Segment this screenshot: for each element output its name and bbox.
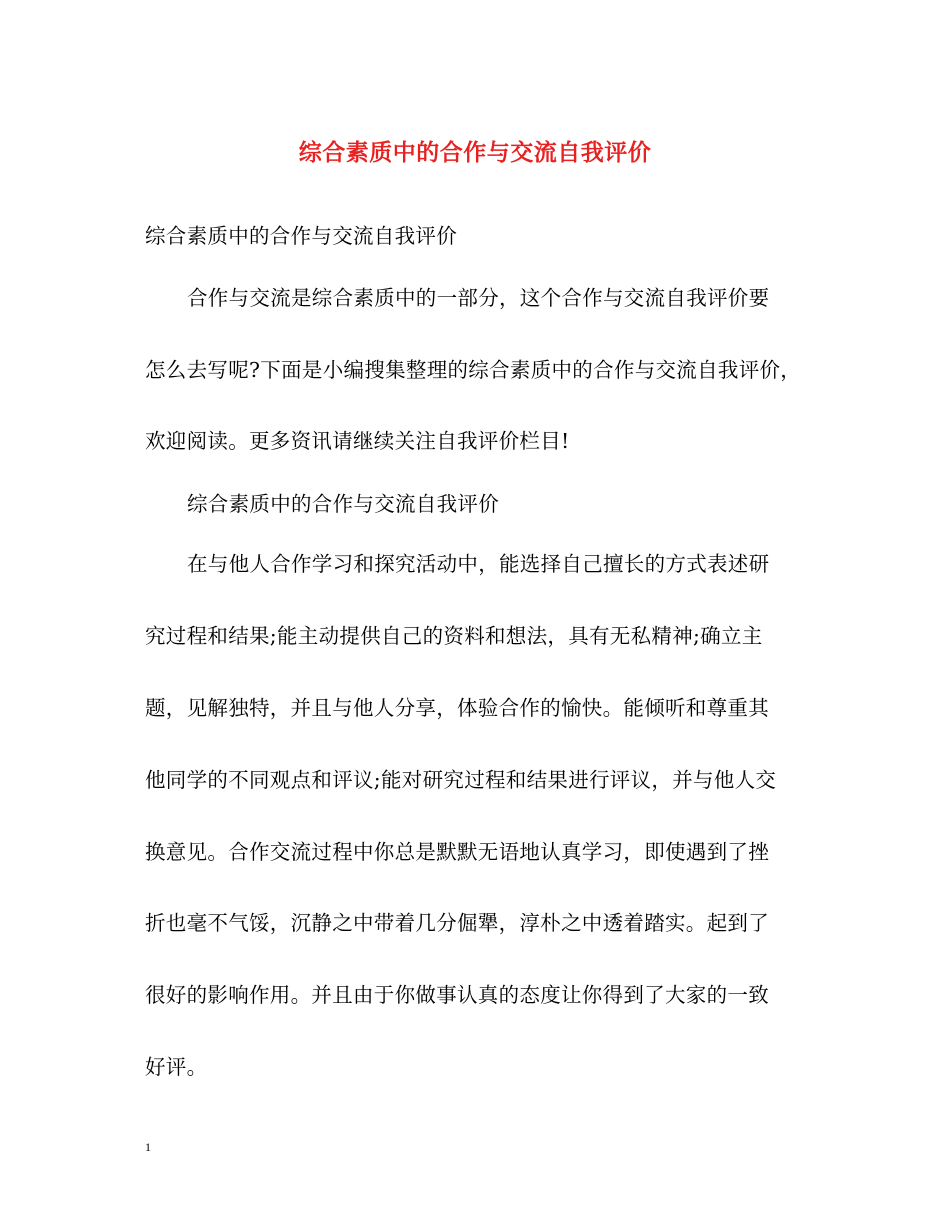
body-line-4: 他同学的不同观点和评议;能对研究过程和结果进行评议，并与他人交	[145, 768, 777, 792]
body-line-7: 很好的影响作用。并且由于你做事认真的态度让你得到了大家的一致	[145, 983, 769, 1007]
document-title: 综合素质中的合作与交流自我评价	[298, 139, 652, 166]
body-line-3: 题，见解独特，并且与他人分享，体验合作的愉快。能倾听和尊重其	[145, 696, 769, 720]
document-subtitle: 综合素质中的合作与交流自我评价	[145, 224, 457, 248]
body-line-1: 在与他人合作学习和探究活动中，能选择自己擅长的方式表述研	[187, 552, 770, 576]
body-line-8: 好评。	[145, 1055, 208, 1079]
intro-line-2: 怎么去写呢?下面是小编搜集整理的综合素质中的合作与交流自我评价，	[145, 358, 802, 382]
body-line-5: 换意见。合作交流过程中你总是默默无语地认真学习，即使遇到了挫	[145, 840, 769, 864]
intro-line-1: 合作与交流是综合素质中的一部分，这个合作与交流自我评价要	[187, 286, 770, 310]
page-number: 1	[145, 1140, 151, 1154]
body-line-2: 究过程和结果;能主动提供自己的资料和想法，具有无私精神;确立主	[145, 624, 763, 648]
body-line-6: 折也毫不气馁，沉静之中带着几分倔犟，淳朴之中透着踏实。起到了	[145, 911, 769, 935]
section-heading: 综合素质中的合作与交流自我评价	[187, 492, 499, 516]
intro-line-3: 欢迎阅读。更多资讯请继续关注自我评价栏目!	[145, 429, 570, 453]
